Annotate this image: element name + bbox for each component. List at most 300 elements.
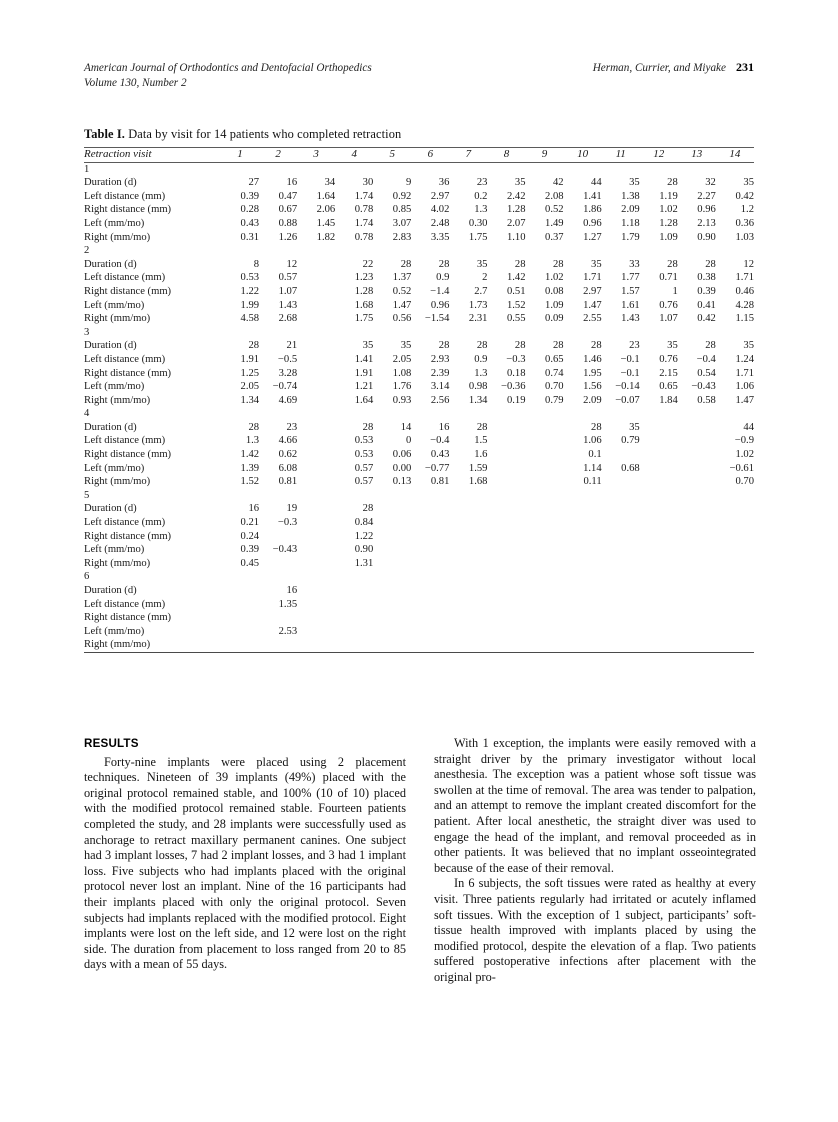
table-cell xyxy=(487,625,525,639)
table-cell: 1.3 xyxy=(474,367,488,379)
table-cell: −0.5 xyxy=(277,353,298,365)
table-cell: 1.71 xyxy=(583,272,602,284)
table-cell xyxy=(411,598,449,612)
table-cell: 1.27 xyxy=(583,231,602,243)
table-cell: 1.07 xyxy=(278,285,298,297)
row-label: Right distance (mm) xyxy=(84,204,172,216)
author-names: Herman, Currier, and Miyake xyxy=(592,62,726,74)
table-cell xyxy=(297,584,335,598)
column-header-visit-13: 13 xyxy=(691,148,703,160)
table-cell xyxy=(297,638,335,652)
table-cell: −1.54 xyxy=(424,313,450,325)
table-cell: 0.51 xyxy=(506,285,526,297)
table-cell xyxy=(678,598,716,612)
table-row xyxy=(84,217,754,231)
table-cell: 4.02 xyxy=(430,204,450,216)
table-cell: 1.73 xyxy=(468,299,488,311)
table-cell xyxy=(297,367,335,381)
table-bottom-rule xyxy=(84,652,754,653)
row-label: Duration (d) xyxy=(84,340,137,352)
table-cell xyxy=(411,611,449,625)
table-cell: 2.08 xyxy=(545,190,564,202)
table-cell: 22 xyxy=(362,258,374,270)
table-cell: 27 xyxy=(248,177,260,189)
table-cell: 1.18 xyxy=(621,217,640,229)
table-label: Table I. xyxy=(84,127,125,141)
table-cell: 1.95 xyxy=(583,367,602,379)
table-cell xyxy=(678,530,716,544)
table-cell: 16 xyxy=(438,421,450,433)
row-label: Right (mm/mo) xyxy=(84,313,151,325)
table-cell: 1.03 xyxy=(735,231,754,243)
table-cell: 1.09 xyxy=(659,231,678,243)
table-cell: 0.11 xyxy=(583,476,602,488)
table-cell xyxy=(640,557,678,571)
column-header-visit-10: 10 xyxy=(577,148,589,160)
column-header-visit-6: 6 xyxy=(427,148,434,160)
table-cell: 28 xyxy=(667,177,678,189)
table-cell: 1.42 xyxy=(240,449,260,461)
table-cell: 1.10 xyxy=(506,231,526,243)
table-cell: 0.70 xyxy=(545,381,564,393)
table-cell xyxy=(221,611,259,625)
table-cell xyxy=(564,584,602,598)
table-cell: 30 xyxy=(362,177,374,189)
row-label: Right distance (mm) xyxy=(84,530,172,542)
table-cell: −0.4 xyxy=(430,435,450,447)
table-cell: 1 xyxy=(672,285,678,297)
table-cell xyxy=(487,434,525,448)
row-label: Left (mm/mo) xyxy=(84,625,145,637)
table-cell: 2.48 xyxy=(430,217,450,229)
table-row xyxy=(84,462,754,476)
table-cell: 1.39 xyxy=(240,462,260,474)
table-cell: 1.57 xyxy=(621,285,640,297)
table-row xyxy=(84,584,754,598)
table-cell: 0.71 xyxy=(659,272,678,284)
table-cell: 19 xyxy=(286,503,298,515)
paragraph: Forty-nine implants were placed using 2 placement techniques. Nineteen of 39 implants (49%) placed with the original protocol remained stable, and 100% (10 of 10) placed with the modified protocol remained stable. Fourteen patients completed the study, and 28 implants were successfully used as anchorage to retract maxillary permanent canines. One subject had 3 implant losses, 7 had 2 implant losses, and 3 had 1 implant loss. Five subjects who had implants placed with the original protocol never lost an implant. Nine of the 16 participants had their implants placed with only the original protocol. Seven subjects had implants replaced with the modified protocol. Eight implants were lost on the left side, and 12 were lost on the right side. The duration from placement to loss ranged from 20 to 85 days with a mean of 55 days. xyxy=(84,754,406,972)
table-cell: 0.24 xyxy=(240,530,260,542)
table-cell: 1.22 xyxy=(354,530,374,542)
table-cell: 1.61 xyxy=(621,299,640,311)
table-row xyxy=(84,312,754,326)
table-cell: 0.2 xyxy=(474,190,488,202)
table-row xyxy=(84,598,754,612)
table-cell xyxy=(640,516,678,530)
table-cell: 0.90 xyxy=(354,544,374,556)
table-cell: 1.52 xyxy=(506,299,526,311)
table-cell xyxy=(297,530,335,544)
table-cell xyxy=(678,611,716,625)
table-cell: 1.2 xyxy=(740,204,754,216)
row-label: Right distance (mm) xyxy=(84,449,172,461)
table-cell xyxy=(335,625,373,639)
row-label: Left distance (mm) xyxy=(84,190,166,202)
table-cell xyxy=(602,638,640,652)
running-head-authors-and-page xyxy=(593,60,754,76)
table-cell: 2.56 xyxy=(430,394,450,406)
table-cell xyxy=(297,434,335,448)
table-cell xyxy=(373,557,411,571)
table-cell: 1.15 xyxy=(735,313,754,325)
table-cell xyxy=(335,611,373,625)
table-cell: 1.68 xyxy=(468,476,488,488)
table-cell: 1.23 xyxy=(354,272,374,284)
table-cell: 28 xyxy=(552,258,564,270)
table-cell xyxy=(678,421,716,435)
table-cell xyxy=(564,543,602,557)
table-cell xyxy=(221,598,259,612)
table-cell xyxy=(526,584,564,598)
table-cell: 0.41 xyxy=(697,299,716,311)
table-cell: 35 xyxy=(514,177,526,189)
row-label: Right (mm/mo) xyxy=(84,476,151,488)
row-label-header: Retraction visit xyxy=(84,148,152,160)
table-cell: 28 xyxy=(705,258,716,270)
table-cell xyxy=(297,353,335,367)
table-cell: 1.07 xyxy=(659,313,678,325)
table-cell: −0.1 xyxy=(620,353,640,365)
table-cell: 0.19 xyxy=(506,394,526,406)
table-row xyxy=(84,502,754,516)
table-row xyxy=(84,475,754,489)
group-number-row-filler xyxy=(221,244,754,258)
column-header-visit-5: 5 xyxy=(389,148,396,160)
table-cell: −0.3 xyxy=(277,517,298,529)
column-header-visit-7: 7 xyxy=(465,148,472,160)
table-cell xyxy=(564,557,602,571)
column-header-visit-8: 8 xyxy=(503,148,510,160)
table-cell: 0.65 xyxy=(659,381,678,393)
table-cell: 1.46 xyxy=(583,353,602,365)
table-cell: 0.68 xyxy=(621,462,640,474)
table-cell: 0.85 xyxy=(392,204,412,216)
table-cell: 0.62 xyxy=(278,449,298,461)
table-row xyxy=(84,543,754,557)
table-cell: 28 xyxy=(514,340,526,352)
table-cell xyxy=(602,543,640,557)
table-cell xyxy=(487,611,525,625)
table-cell: 1.91 xyxy=(240,353,260,365)
row-label: Right distance (mm) xyxy=(84,612,172,624)
table-cell: 28 xyxy=(476,421,488,433)
table-cell: 1.24 xyxy=(735,353,754,365)
table-cell: 0.52 xyxy=(545,204,564,216)
row-label: Right distance (mm) xyxy=(84,367,172,379)
table-cell: 1.43 xyxy=(621,313,640,325)
table-cell: −0.43 xyxy=(272,544,298,556)
table-cell xyxy=(297,475,335,489)
table-body xyxy=(84,162,754,652)
table-row xyxy=(84,353,754,367)
table-cell: 2.83 xyxy=(392,231,412,243)
table-cell xyxy=(297,502,335,516)
table-cell: 4.28 xyxy=(735,299,754,311)
column-header-visit-1: 1 xyxy=(237,148,243,160)
group-number-row xyxy=(84,244,754,258)
group-number: 4 xyxy=(84,408,90,420)
table-cell: 28 xyxy=(248,340,260,352)
volume-issue-line: Volume 130, Number 2 xyxy=(84,77,187,89)
table-cell: 1.75 xyxy=(468,231,488,243)
table-cell: 0.79 xyxy=(545,394,564,406)
table-cell: 0.06 xyxy=(392,449,412,461)
table-row xyxy=(84,339,754,353)
table-cell: 1.59 xyxy=(468,462,488,474)
table-cell xyxy=(602,530,640,544)
table-cell: 1.74 xyxy=(354,217,374,229)
table-row xyxy=(84,557,754,571)
table-cell xyxy=(449,543,487,557)
table-cell: 28 xyxy=(552,340,564,352)
table-cell: 35 xyxy=(629,421,640,433)
table-cell: 28 xyxy=(591,421,602,433)
table-cell: 35 xyxy=(362,340,374,352)
table-cell: 1.21 xyxy=(354,381,374,393)
table-cell xyxy=(602,598,640,612)
table-cell xyxy=(640,434,678,448)
table-cell xyxy=(487,502,525,516)
row-label: Duration (d) xyxy=(84,258,137,270)
table-cell xyxy=(297,448,335,462)
column-header-visit-4: 4 xyxy=(351,148,357,160)
table-row xyxy=(84,516,754,530)
table-cell: 28 xyxy=(248,421,260,433)
table-cell: 35 xyxy=(629,177,640,189)
table-cell xyxy=(297,380,335,394)
table-row xyxy=(84,271,754,285)
table-cell: 1.79 xyxy=(621,231,640,243)
table-cell xyxy=(297,271,335,285)
table-cell: 1.42 xyxy=(506,272,526,284)
table-cell: 0.53 xyxy=(354,449,374,461)
group-number-row-filler xyxy=(221,162,754,176)
table-cell: 0.98 xyxy=(468,381,488,393)
table-cell xyxy=(449,530,487,544)
table-cell: 1.47 xyxy=(392,299,412,311)
row-label: Right (mm/mo) xyxy=(84,639,151,651)
table-cell: 1.09 xyxy=(545,299,564,311)
group-number: 2 xyxy=(84,245,90,257)
table-cell: 35 xyxy=(591,258,602,270)
table-cell: 1.47 xyxy=(735,394,754,406)
table-cell: 0.00 xyxy=(392,462,412,474)
table-cell: 1.31 xyxy=(354,557,374,569)
table-row xyxy=(84,421,754,435)
table-cell xyxy=(678,448,716,462)
table-cell: 2.97 xyxy=(430,190,450,202)
table-cell: −0.4 xyxy=(696,353,716,365)
row-label: Duration (d) xyxy=(84,503,137,515)
table-cell xyxy=(259,557,297,571)
table-cell xyxy=(564,625,602,639)
table-cell: 0.37 xyxy=(545,231,564,243)
table-cell: 2.31 xyxy=(468,313,488,325)
table-cell xyxy=(297,557,335,571)
table-cell: 0.93 xyxy=(392,394,412,406)
table-cell: 1.06 xyxy=(735,381,754,393)
table-cell: 1.47 xyxy=(583,299,602,311)
table-cell: 0.78 xyxy=(354,204,374,216)
table-cell: 0.42 xyxy=(735,190,754,202)
table-cell: 36 xyxy=(438,177,450,189)
table-row xyxy=(84,231,754,245)
table-cell xyxy=(678,543,716,557)
table-cell: 1.43 xyxy=(278,299,298,311)
table-cell: 0.70 xyxy=(735,476,754,488)
table-cell xyxy=(640,638,678,652)
table-cell: 1.5 xyxy=(474,435,488,447)
table-cell xyxy=(640,584,678,598)
table-cell xyxy=(526,421,564,435)
table-cell: 1.45 xyxy=(316,217,336,229)
table-cell xyxy=(487,421,525,435)
left-text-column xyxy=(84,736,406,986)
table-cell xyxy=(716,516,754,530)
group-number: 1 xyxy=(84,163,90,175)
table-cell xyxy=(297,516,335,530)
table-cell: 0.67 xyxy=(278,204,298,216)
table-cell xyxy=(297,285,335,299)
table-cell xyxy=(640,611,678,625)
table-cell xyxy=(564,530,602,544)
table-cell xyxy=(487,598,525,612)
table-cell xyxy=(297,611,335,625)
row-label: Left distance (mm) xyxy=(84,435,166,447)
table-cell xyxy=(526,638,564,652)
table-cell xyxy=(221,584,259,598)
table-cell: −0.3 xyxy=(506,353,526,365)
table-cell: 2.97 xyxy=(583,285,602,297)
row-label: Left (mm/mo) xyxy=(84,462,145,474)
table-cell xyxy=(487,475,525,489)
table-cell xyxy=(411,530,449,544)
table-cell xyxy=(678,516,716,530)
table-cell: 1.82 xyxy=(316,231,336,243)
table-cell: 2.05 xyxy=(240,381,260,393)
table-cell xyxy=(259,638,297,652)
table-row xyxy=(84,448,754,462)
table-cell: −0.14 xyxy=(615,381,640,393)
table-cell xyxy=(449,584,487,598)
table-cell: 2.09 xyxy=(583,394,602,406)
row-label: Duration (d) xyxy=(84,177,137,189)
table-cell: 21 xyxy=(286,340,298,352)
table-cell xyxy=(640,598,678,612)
table-cell xyxy=(449,557,487,571)
table-cell xyxy=(373,543,411,557)
table-cell xyxy=(449,516,487,530)
table-cell xyxy=(335,638,373,652)
table-cell xyxy=(640,543,678,557)
table-cell: 1.91 xyxy=(354,367,374,379)
table-cell: 0.42 xyxy=(697,313,716,325)
table-cell: 1.37 xyxy=(392,272,412,284)
row-label: Right distance (mm) xyxy=(84,285,172,297)
table-cell: 1.68 xyxy=(354,299,374,311)
table-cell: 0.52 xyxy=(392,285,412,297)
table-cell xyxy=(678,557,716,571)
table-cell: 0.81 xyxy=(430,476,450,488)
table-row xyxy=(84,367,754,381)
group-number-row xyxy=(84,326,754,340)
table-cell xyxy=(716,502,754,516)
column-header-visit-11: 11 xyxy=(615,148,626,160)
table-cell xyxy=(373,502,411,516)
table-cell: 0.92 xyxy=(392,190,412,202)
table-cell: 1.34 xyxy=(240,394,260,406)
table-cell: 1.71 xyxy=(735,367,754,379)
table-cell xyxy=(602,611,640,625)
table-cell: 0.36 xyxy=(735,217,754,229)
table-cell: 0.74 xyxy=(545,367,564,379)
table-cell: 0.39 xyxy=(697,285,716,297)
table-cell xyxy=(716,625,754,639)
group-number-row xyxy=(84,489,754,503)
table-cell: 14 xyxy=(400,421,412,433)
table-cell xyxy=(411,557,449,571)
journal-title: American Journal of Orthodontics and Dentofacial Orthopedics xyxy=(84,62,372,74)
retraction-data-table xyxy=(84,147,754,652)
table-cell: 1.56 xyxy=(583,381,602,393)
table-title: Data by visit for 14 patients who completed retraction xyxy=(128,127,402,141)
table-cell: 3.14 xyxy=(430,381,450,393)
table-cell: 1.19 xyxy=(659,190,678,202)
table-cell: 32 xyxy=(705,177,716,189)
table-cell xyxy=(449,611,487,625)
group-number-row-filler xyxy=(221,326,754,340)
table-row xyxy=(84,434,754,448)
table-cell xyxy=(411,502,449,516)
table-cell xyxy=(411,584,449,598)
table-row xyxy=(84,380,754,394)
group-number-row xyxy=(84,570,754,584)
table-cell: 0.31 xyxy=(240,231,260,243)
group-number: 6 xyxy=(84,571,90,583)
right-text-column xyxy=(434,736,756,986)
table-cell xyxy=(335,584,373,598)
table-cell: 28 xyxy=(362,421,374,433)
table-cell: 1.64 xyxy=(354,394,374,406)
table-cell: 0.65 xyxy=(545,353,564,365)
table-cell: 0.57 xyxy=(354,462,374,474)
table-row xyxy=(84,394,754,408)
column-header-visit-14: 14 xyxy=(729,148,741,160)
table-cell: 1.22 xyxy=(240,285,260,297)
table-cell: 1.77 xyxy=(621,272,640,284)
table-cell xyxy=(526,434,564,448)
table-cell xyxy=(678,625,716,639)
table-cell: 1.52 xyxy=(240,476,260,488)
table-container xyxy=(84,126,754,653)
table-cell: 1.14 xyxy=(583,462,602,474)
table-cell: 2.68 xyxy=(278,313,298,325)
row-label: Left (mm/mo) xyxy=(84,217,145,229)
table-cell: 1.6 xyxy=(474,449,488,461)
table-cell: 0.76 xyxy=(659,299,678,311)
table-cell xyxy=(526,611,564,625)
table-cell xyxy=(487,516,525,530)
column-header-visit-12: 12 xyxy=(653,148,665,160)
table-cell: 1.74 xyxy=(354,190,374,202)
table-cell xyxy=(449,502,487,516)
table-cell: 2 xyxy=(482,272,488,284)
table-cell: 3.28 xyxy=(278,367,298,379)
table-header-row xyxy=(84,148,754,163)
table-cell xyxy=(640,502,678,516)
table-cell: 28 xyxy=(400,258,412,270)
